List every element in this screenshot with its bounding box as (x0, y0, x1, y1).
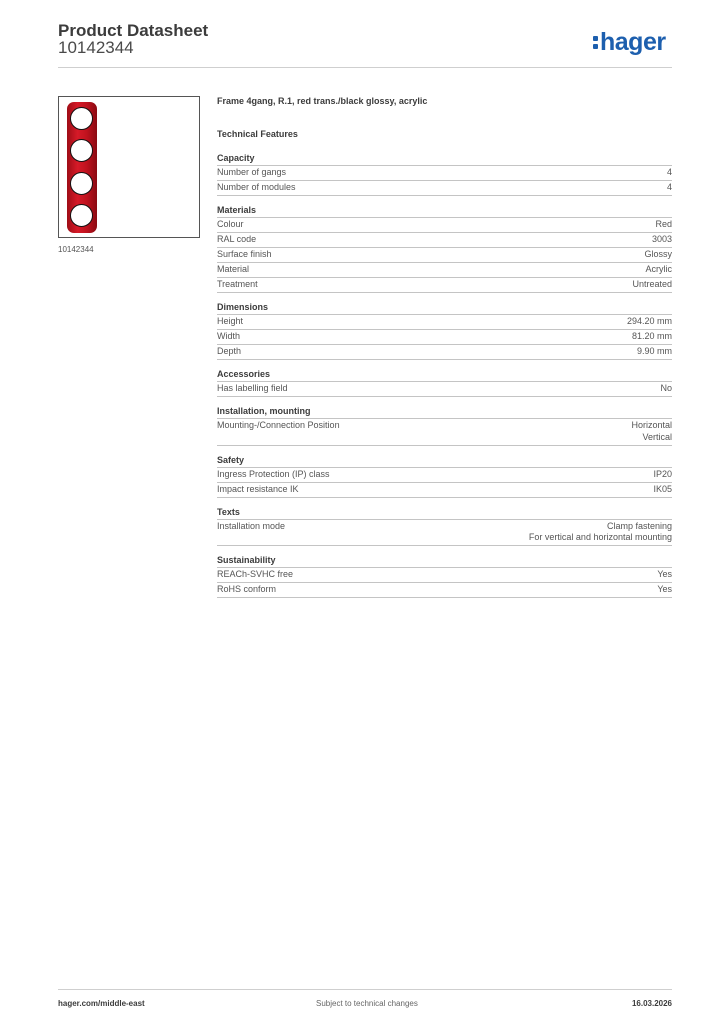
frame-opening-1 (70, 107, 93, 130)
image-caption: 10142344 (58, 245, 94, 254)
spec-row (217, 218, 672, 233)
section-title: Safety (217, 454, 672, 468)
spec-row (217, 382, 672, 397)
spec-value (632, 331, 672, 343)
spec-value-line: IK05 (653, 483, 672, 494)
footer-website: hager.com/middle-east (58, 999, 145, 1008)
spec-row (217, 330, 672, 345)
spec-value-line: 4 (666, 167, 672, 177)
spec-row (217, 345, 672, 360)
spec-value (653, 469, 672, 481)
spec-label: Ingress Protection (IP) class (217, 468, 330, 479)
spec-value-line: Yes (657, 569, 672, 579)
spec-label: RAL code (217, 234, 257, 244)
spec-value (631, 420, 672, 443)
spec-value-line: 294.20 mm (626, 316, 672, 326)
spec-value-line: IP20 (653, 468, 672, 479)
section-title: Installation, mounting (217, 405, 672, 419)
spec-value-line: Clamp fastening (606, 520, 672, 531)
spec-value-line: 81.20 mm (631, 331, 672, 341)
spec-label: Colour (217, 219, 244, 229)
frame-opening-4 (70, 204, 93, 227)
frame-4gang-image (67, 102, 97, 233)
spec-row (217, 520, 672, 547)
spec-section (217, 506, 672, 547)
spec-value (667, 167, 672, 179)
section-title: Materials (217, 204, 672, 218)
spec-label: Depth (217, 346, 242, 356)
spec-label: Width (217, 331, 241, 341)
spec-row (217, 583, 672, 598)
spec-row (217, 248, 672, 263)
spec-value (627, 316, 672, 328)
section-title: Capacity (217, 152, 672, 166)
spec-value (652, 234, 672, 246)
spec-value (657, 584, 672, 596)
product-image (58, 96, 200, 238)
spec-label: Surface finish (217, 249, 272, 259)
spec-row (217, 468, 672, 483)
spec-value-line: Yes (657, 584, 672, 594)
spec-row (217, 233, 672, 248)
spec-label: Mounting-/Connection Position (217, 420, 340, 430)
spec-label: Installation mode (217, 520, 286, 531)
spec-row (217, 483, 672, 498)
spec-value-line: 3003 (651, 234, 672, 244)
section-title: Sustainability (217, 554, 672, 568)
spec-value-line: For vertical and horizontal mounting (528, 532, 672, 542)
spec-row (217, 166, 672, 181)
frame-opening-3 (70, 172, 93, 195)
spec-section (217, 454, 672, 498)
spec-value (637, 346, 672, 358)
spec-label: Has labelling field (217, 383, 288, 393)
footer-divider (58, 989, 672, 990)
logo-colon-icon (593, 34, 598, 50)
spec-label: Impact resistance IK (217, 483, 299, 494)
spec-section (217, 301, 672, 360)
spec-value-line: Untreated (632, 279, 672, 289)
spec-sections (217, 152, 672, 598)
spec-section (217, 368, 672, 397)
hager-logo (593, 28, 666, 57)
page-title: Product Datasheet (58, 21, 209, 40)
spec-value-line: 9.90 mm (636, 346, 672, 356)
spec-content (217, 96, 672, 606)
spec-row (217, 181, 672, 196)
spec-value (655, 219, 672, 231)
spec-value-line: No (660, 383, 672, 393)
spec-label: RoHS conform (217, 584, 277, 594)
spec-row (217, 568, 672, 583)
spec-row (217, 419, 672, 446)
technical-features-heading: Technical Features (217, 129, 298, 139)
section-title: Dimensions (217, 301, 672, 315)
footer-date: 16.03.2026 (631, 999, 672, 1008)
spec-label: Number of modules (217, 182, 296, 192)
spec-value (660, 383, 672, 395)
spec-value-line: Horizontal (631, 420, 672, 430)
spec-value (632, 279, 672, 291)
spec-value (644, 249, 672, 261)
spec-label: Material (217, 264, 250, 274)
spec-value-line: Acrylic (645, 264, 672, 274)
spec-value-line: Glossy (644, 249, 672, 259)
spec-value (529, 521, 672, 544)
header-divider (58, 67, 672, 68)
spec-row (217, 315, 672, 330)
spec-value (653, 484, 672, 496)
spec-value-line: 4 (666, 182, 672, 192)
spec-section (217, 152, 672, 196)
spec-section (217, 554, 672, 598)
section-title: Accessories (217, 368, 672, 382)
frame-opening-2 (70, 139, 93, 162)
spec-label: Height (217, 316, 244, 326)
footer-notice: Subject to technical changes (316, 999, 418, 1008)
spec-label: Treatment (217, 279, 258, 289)
spec-value (646, 264, 673, 276)
spec-value (657, 569, 672, 581)
spec-row (217, 278, 672, 293)
spec-section (217, 204, 672, 293)
spec-value (667, 182, 672, 194)
spec-value-line: Vertical (642, 431, 672, 442)
product-code: 10142344 (58, 38, 134, 57)
spec-value-line: Red (655, 219, 672, 229)
spec-row (217, 263, 672, 278)
section-title: Texts (217, 506, 672, 520)
spec-label: REACh-SVHC free (217, 569, 294, 579)
spec-label: Number of gangs (217, 167, 287, 177)
spec-section (217, 405, 672, 446)
logo-text: hager (600, 28, 666, 56)
product-description: Frame 4gang, R.1, red trans./black glossy, acrylic (217, 96, 428, 106)
